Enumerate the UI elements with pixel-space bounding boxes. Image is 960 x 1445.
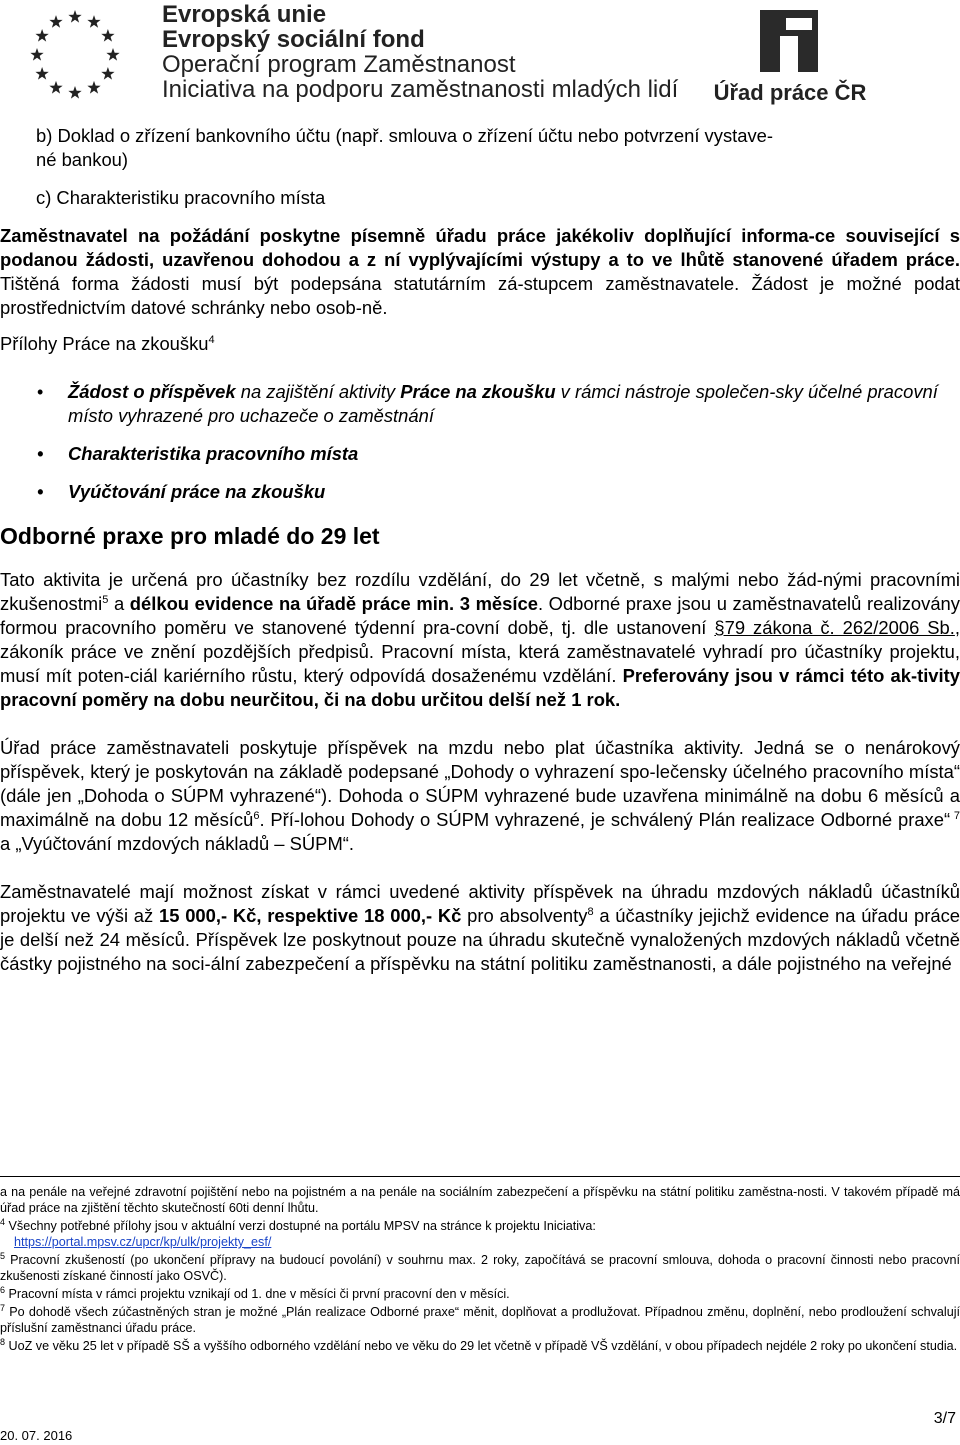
footnote-6: $^6$ Pracovní místa v rámci projektu vznikají od 1. dne v měsíci či první pracovní den v měsíci. [0,1284,510,1301]
eu-star-icon [35,67,48,80]
footer-date: 20. 07. 2016 [0,1428,73,1443]
eu-star-icon [68,86,81,99]
eu-program-text [162,2,678,102]
paragraph-supplementary-info: Zaměstnavatel na požádání poskytne písemně úřadu práce jakékoliv doplňující informa-ce související s podanou žádosti, uzavřenou dohodou a z ní vyplývajícími výstupy a to ve lhůtě stanovené úřadem práce. Tištěná forma žádosti musí být podepsána statutárním zá-stupcem zaměstnavatele. Žádost je možné podat prostřednictvím datové schránky nebo osob-ně. [0,225,960,318]
eu-star-icon [106,48,119,61]
footnote-7: $^7$ Po dohodě všech zúčastněných stran je možné „Plán realizace Odborné praxe“ měnit, doplňovat a prodlužovat. Případnou změnu, doplnění, nebo prodloužení schvalují příslušní zaměstnanci úřadu práce. [0,1302,960,1335]
page-number: 3/7 [933,1410,956,1427]
item-b: b) Doklad o zřízení bankovního účtu (např. smlouva o zřízení účtu nebo potvrzení vystave- né bankou) [36,125,774,170]
eu-star-icon [49,81,62,94]
eu-star-icon [49,15,62,28]
eu-flag-logo [0,0,150,110]
list-item: • Žádost o příspěvek na zajištění aktivity Práce na zkoušku v rámci nástroje společen-sky účelné pracovní místo vyhrazené pro uchazeče o zaměstnání [0,380,960,428]
eu-star-icon [30,48,43,61]
footnote-8: $^8$ UoZ ve věku 25 let v případě SŠ a vyššího odborného vzdělání nebo ve věku do 29 let včetně v případě VŠ vzdělání, v obou případech nejdéle 2 roky po ukončení studia. [0,1336,958,1353]
page-header [0,0,960,110]
urad-prace-logo [710,4,870,108]
mpsv-link[interactable]: https://portal.mpsv.cz/upcr/kp/ulk/projekty_esf/ [14,1235,272,1249]
eu-star-icon [68,10,81,23]
list-item: • Charakteristika pracovního místa [0,442,960,466]
footnote-5: $^5$ Pracovní zkušeností (po ukončení přípravy na budoucí povolání) v souhrnu max. 2 roky, započítává se pracovní smlouva, dohoda o pracovní činnosti nebo pracovní zkušenosti získané činností jako OSVČ). [0,1250,960,1283]
footnote-divider [0,1176,960,1177]
eu-star-icon [101,29,114,42]
eu-line-4: Iniciativa na podporu zaměstnanosti mladých lidí [162,76,679,103]
footnotes [0,1184,960,1354]
footnote-4: $^4$ Všechny potřebné přílohy jsou v aktuální verzi dostupné na portálu MPSV na stránce k projektu Iniciativa: https://portal.mpsv.cz/upcr/kp/ulk/projekty_esf/ [0,1216,596,1249]
paragraph-prispevek: Úřad práce zaměstnavateli poskytuje příspěvek na mzdu nebo plat účastníka aktivity. Jedná se o nenárokový příspěvek, který je poskytován na základě podepsané „Dohody o vyhrazení spo-lečensky účelného pracovního místa“ (dále jen „Dohoda o SÚPM vyhrazené“). Dohoda o SÚPM vyhrazené bude uzavřena minimálně na dobu 6 měsíců a maximálně na dobu 12 měsíců$^6$. Pří-lohou Dohody o SÚPM vyhrazené, je schválený Plán realizace Odborné praxe“ $^7$ a „Vyúčtování mzdových nákladů – SÚPM“. [0,737,960,854]
eu-line-1: Evropská unie [162,1,327,28]
footnote-continuation: a na penále na veřejné zdravotní pojištění nebo na pojistném a na penále na sociálním zabezpečení a příspěvku na státní politiku zaměstna-nosti. V takovém případě má úřad práce na zjištění těchto skutečností 60ti denní lhůtu. [0,1185,960,1215]
eu-star-icon [35,29,48,42]
paragraph-odborne-praxe: Tato aktivita je určená pro účastníky bez rozdílu vzdělání, do 29 let včetně, s malými nebo žád-nými pracovními zkušenostmi$^5$ a délkou evidence na úřadě práce min. 3 měsíce. Odborné praxe jsou u zaměstnavatelů realizovány formou pracovního poměru ve stanovené týdenní pra-covní době, tj. dle ustanovení §79 zákona č. 262/2006 Sb., zákoník práce ve znění pozdějších předpisů. Pracovní místa, která zaměstnavatelé vyhradí pro účastníky projektu, musí mít poten-ciál kariérního růstu, který odpovídá dosaženému vzdělání. Preferovány jsou v rámci této ak-tivity pracovní poměry na dobu neurčitou, či na dobu určitou delší než 1 rok. [0,569,960,710]
urad-prace-mark-icon [752,4,826,78]
paragraph-vyse-prispevku: Zaměstnavatelé mají možnost získat v rámci uvedené aktivity příspěvek na úhradu mzdových nákladů účastníků projektu ve výši až 15 000,- Kč, respektive 18 000,- Kč pro absolventy$^8$ a účastníky jejichž evidence na úřadu práce je delší než 24 měsíců. Příspěvek lze poskytnout pouze na úhradu skutečně vynaložených mzdových nákladů včetně částky pojistného na soci-ální zabezpečení a příspěvku na státní politiku zaměstnanosti, a dále pojistného na veřejné [0,881,960,974]
document-body [0,124,960,976]
section-title: Odborné praxe pro mladé do 29 let [0,523,380,549]
item-c: c) Charakteristiku pracovního místa [36,187,326,208]
eu-line-3: Operační program Zaměstnanost [162,51,516,78]
eu-star-icon [87,15,100,28]
list-item: • Vyúčtování práce na zkoušku [0,480,960,504]
prilohy-heading: Přílohy Práce na zkoušku$^4$ [0,333,215,354]
eu-star-icon [101,67,114,80]
eu-line-2: Evropský sociální fond [162,26,425,53]
urad-prace-text: Úřad práce ČR [713,80,867,105]
eu-star-icon [87,81,100,94]
